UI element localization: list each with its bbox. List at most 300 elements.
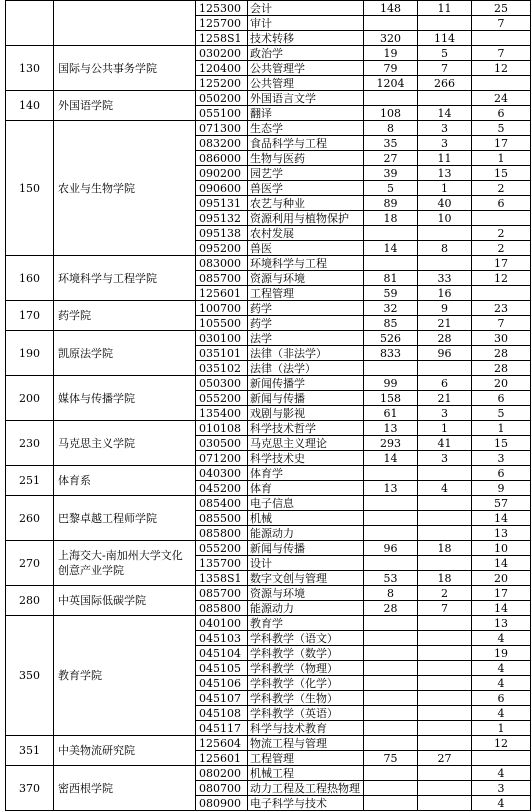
admitted-count [418,661,472,676]
plan-count [472,286,531,301]
applicants-count [364,91,418,106]
major-name: 农村发展 [248,226,364,241]
applicants-count [364,466,418,481]
major-name: 学科教学（化学） [248,676,364,691]
plan-count: 17 [472,136,531,151]
major-code: 125300 [196,1,248,16]
major-code: 080700 [196,781,248,796]
major-name: 资源利用与植物保护 [248,211,364,226]
applicants-count: 28 [364,601,418,616]
major-name: 学科教学（数学） [248,646,364,661]
major-code: 120400 [196,61,248,76]
admitted-count [418,721,472,736]
admitted-count [418,646,472,661]
major-code: 030500 [196,436,248,451]
major-code: 045108 [196,706,248,721]
plan-count: 5 [472,406,531,421]
applicants-count [364,676,418,691]
admitted-count [418,496,472,511]
major-code: 045117 [196,721,248,736]
major-code: 040100 [196,616,248,631]
major-name: 公共管理学 [248,61,364,76]
major-name: 电子科学与技术 [248,796,364,811]
applicants-count [364,781,418,796]
applicants-count [364,631,418,646]
admitted-count: 41 [418,436,472,451]
admitted-count [418,16,472,31]
major-code: 045104 [196,646,248,661]
applicants-count [364,796,418,811]
major-name: 科学技术哲学 [248,421,364,436]
plan-count [472,751,531,766]
applicants-count [364,646,418,661]
plan-count: 30 [472,331,531,346]
applicants-count: 18 [364,211,418,226]
plan-count: 24 [472,91,531,106]
applicants-count [364,361,418,376]
plan-count: 25 [472,1,531,16]
major-name: 马克思主义理论 [248,436,364,451]
major-code: 125700 [196,16,248,31]
applicants-count: 19 [364,46,418,61]
major-name: 物流工程与管理 [248,736,364,751]
applicants-count: 833 [364,346,418,361]
major-name: 新闻传播学 [248,376,364,391]
applicants-count: 158 [364,391,418,406]
plan-count: 2 [472,226,531,241]
table-row [6,421,531,436]
admitted-count: 16 [418,286,472,301]
plan-count: 14 [472,511,531,526]
major-code: 055100 [196,106,248,121]
major-name: 政治学 [248,46,364,61]
dept-name: 国际与公共事务学院 [54,46,196,91]
plan-count: 12 [472,271,531,286]
plan-count: 14 [472,601,531,616]
admitted-count: 11 [418,151,472,166]
dept-number: 230 [6,421,54,466]
dept-name: 中美物流研究院 [54,736,196,766]
major-code: 135400 [196,406,248,421]
admitted-count: 3 [418,451,472,466]
admitted-count: 14 [418,106,472,121]
table-row [6,331,531,346]
plan-count: 12 [472,736,531,751]
major-name: 新闻与传播 [248,391,364,406]
applicants-count [364,661,418,676]
table-row [6,376,531,391]
admitted-count: 13 [418,166,472,181]
major-name: 新闻与传播 [248,541,364,556]
plan-count: 6 [472,196,531,211]
major-name: 能源动力 [248,601,364,616]
major-name: 科学与技术教育 [248,721,364,736]
plan-count: 6 [472,106,531,121]
plan-count [472,76,531,91]
admitted-count: 5 [418,46,472,61]
admitted-count: 2 [418,586,472,601]
plan-count: 2 [472,181,531,196]
dept-number: 160 [6,256,54,301]
major-code: 040300 [196,466,248,481]
major-name: 工程管理 [248,751,364,766]
admitted-count [418,766,472,781]
dept-number: 150 [6,121,54,256]
major-name: 机械工程 [248,766,364,781]
plan-count: 4 [472,631,531,646]
major-code: 083000 [196,256,248,271]
dept-name: 环境科学与工程学院 [54,256,196,301]
table-row [6,736,531,751]
dept-name: 教育学院 [54,616,196,736]
applicants-count: 96 [364,541,418,556]
admitted-count [418,691,472,706]
major-name: 技术转移 [248,31,364,46]
dept-number [6,1,54,46]
admitted-count [418,781,472,796]
major-name: 翻译 [248,106,364,121]
admitted-count: 10 [418,211,472,226]
admitted-count: 11 [418,1,472,16]
plan-count: 19 [472,646,531,661]
major-code: 125200 [196,76,248,91]
plan-count: 20 [472,376,531,391]
applicants-count: 99 [364,376,418,391]
major-name: 电子信息 [248,496,364,511]
dept-number: 130 [6,46,54,91]
major-code: 125601 [196,286,248,301]
major-code: 045105 [196,661,248,676]
plan-count: 4 [472,676,531,691]
major-code: 085700 [196,271,248,286]
major-name: 园艺学 [248,166,364,181]
major-name: 设计 [248,556,364,571]
major-code: 030200 [196,46,248,61]
major-code: 090600 [196,181,248,196]
applicants-count [364,511,418,526]
dept-number: 200 [6,376,54,421]
plan-count: 15 [472,436,531,451]
table-row [6,301,531,316]
dept-name: 马克思主义学院 [54,421,196,466]
applicants-count: 526 [364,331,418,346]
major-code: 030100 [196,331,248,346]
major-name: 药学 [248,301,364,316]
plan-count [472,31,531,46]
plan-count: 23 [472,301,531,316]
major-code: 085500 [196,511,248,526]
plan-count: 4 [472,796,531,811]
applicants-count: 27 [364,151,418,166]
major-code: 055200 [196,541,248,556]
admitted-count [418,796,472,811]
major-name: 法律（非法学） [248,346,364,361]
admitted-count: 33 [418,271,472,286]
applicants-count: 75 [364,751,418,766]
admitted-count: 21 [418,391,472,406]
applicants-count [364,496,418,511]
table-row [6,121,531,136]
admitted-count: 3 [418,121,472,136]
admitted-count [418,706,472,721]
major-name: 能源动力 [248,526,364,541]
applicants-count [364,226,418,241]
major-code: 105500 [196,316,248,331]
dept-name: 密西根学院 [54,766,196,811]
major-name: 数字文创与管理 [248,571,364,586]
major-code: 125604 [196,736,248,751]
applicants-count: 8 [364,586,418,601]
applicants-count: 108 [364,106,418,121]
dept-name: 上海交大-南加州大学文化创意产业学院 [54,541,196,586]
major-code: 085400 [196,496,248,511]
plan-count: 14 [472,556,531,571]
admissions-table [5,0,531,811]
dept-name: 体育系 [54,466,196,496]
dept-name [54,1,196,46]
admitted-count: 18 [418,571,472,586]
plan-count: 9 [472,481,531,496]
dept-number: 280 [6,586,54,616]
major-code: 050200 [196,91,248,106]
major-code: 035101 [196,346,248,361]
dept-number: 370 [6,766,54,811]
plan-count: 3 [472,781,531,796]
admitted-count: 40 [418,196,472,211]
admitted-count: 7 [418,601,472,616]
major-code: 055200 [196,391,248,406]
admitted-count: 18 [418,541,472,556]
applicants-count: 81 [364,271,418,286]
plan-count: 4 [472,706,531,721]
plan-count: 4 [472,661,531,676]
admitted-count: 8 [418,241,472,256]
major-code: 086000 [196,151,248,166]
admitted-count: 3 [418,406,472,421]
major-name: 教育学 [248,616,364,631]
dept-number: 190 [6,331,54,376]
admitted-count [418,226,472,241]
table-row [6,256,531,271]
admitted-count: 266 [418,76,472,91]
applicants-count: 13 [364,481,418,496]
admitted-count [418,676,472,691]
major-code: 095138 [196,226,248,241]
dept-name: 媒体与传播学院 [54,376,196,421]
major-code: 085700 [196,586,248,601]
plan-count: 28 [472,361,531,376]
admitted-count [418,91,472,106]
applicants-count: 85 [364,316,418,331]
applicants-count: 59 [364,286,418,301]
table-row [6,496,531,511]
plan-count: 7 [472,316,531,331]
major-code: 125601 [196,751,248,766]
applicants-count: 32 [364,301,418,316]
admitted-count: 3 [418,136,472,151]
major-name: 兽医 [248,241,364,256]
major-code: 050300 [196,376,248,391]
major-name: 学科教学（语文） [248,631,364,646]
applicants-count [364,16,418,31]
plan-count: 13 [472,616,531,631]
major-code: 045106 [196,676,248,691]
admitted-count: 1 [418,181,472,196]
applicants-count [364,691,418,706]
table-body [6,1,531,811]
major-name: 法律（法学） [248,361,364,376]
table-row [6,541,531,556]
applicants-count: 35 [364,136,418,151]
plan-count: 7 [472,46,531,61]
dept-name: 凯原法学院 [54,331,196,376]
dept-number: 260 [6,496,54,541]
major-name: 资源与环境 [248,586,364,601]
applicants-count [364,736,418,751]
applicants-count [364,721,418,736]
applicants-count: 14 [364,241,418,256]
major-code: 080200 [196,766,248,781]
major-name: 资源与环境 [248,271,364,286]
applicants-count: 79 [364,61,418,76]
major-name: 动力工程及工程热物理 [248,781,364,796]
major-code: 071300 [196,121,248,136]
plan-count: 10 [472,541,531,556]
major-name: 体育学 [248,466,364,481]
table-row [6,586,531,601]
major-name: 生态学 [248,121,364,136]
table-row [6,766,531,781]
major-code: 045107 [196,691,248,706]
admitted-count: 9 [418,301,472,316]
plan-count: 17 [472,256,531,271]
admitted-count: 21 [418,316,472,331]
major-code: 045103 [196,631,248,646]
plan-count: 12 [472,61,531,76]
applicants-count: 61 [364,406,418,421]
plan-count: 1 [472,421,531,436]
plan-count: 7 [472,16,531,31]
major-name: 工程管理 [248,286,364,301]
major-code: 095200 [196,241,248,256]
major-code: 080900 [196,796,248,811]
applicants-count [364,616,418,631]
major-name: 体育 [248,481,364,496]
major-code: 045200 [196,481,248,496]
major-code: 083200 [196,136,248,151]
plan-count: 15 [472,166,531,181]
applicants-count: 89 [364,196,418,211]
applicants-count: 148 [364,1,418,16]
table-row [6,46,531,61]
plan-count: 6 [472,466,531,481]
admitted-count: 28 [418,331,472,346]
major-code: 010108 [196,421,248,436]
major-name: 食品科学与工程 [248,136,364,151]
admitted-count [418,256,472,271]
major-name: 农艺与种业 [248,196,364,211]
major-code: 095131 [196,196,248,211]
major-name: 药学 [248,316,364,331]
applicants-count: 5 [364,181,418,196]
dept-number: 351 [6,736,54,766]
plan-count: 17 [472,586,531,601]
applicants-count: 53 [364,571,418,586]
plan-count: 4 [472,766,531,781]
dept-name: 外国语学院 [54,91,196,121]
major-name: 兽医学 [248,181,364,196]
plan-count: 1 [472,721,531,736]
major-name: 学科教学（英语） [248,706,364,721]
applicants-count: 39 [364,166,418,181]
admitted-count [418,736,472,751]
major-code: 090200 [196,166,248,181]
major-code: 035102 [196,361,248,376]
major-name: 科学技术史 [248,451,364,466]
applicants-count [364,766,418,781]
major-code: 1258S1 [196,31,248,46]
plan-count: 57 [472,496,531,511]
major-name: 戏剧与影视 [248,406,364,421]
table-row [6,91,531,106]
admitted-count: 96 [418,346,472,361]
admitted-count: 6 [418,376,472,391]
applicants-count [364,526,418,541]
dept-number: 140 [6,91,54,121]
applicants-count [364,256,418,271]
admitted-count [418,556,472,571]
applicants-count: 1204 [364,76,418,91]
major-name: 审计 [248,16,364,31]
major-name: 学科教学（生物） [248,691,364,706]
applicants-count [364,706,418,721]
admitted-count: 4 [418,481,472,496]
admitted-count [418,361,472,376]
plan-count [472,211,531,226]
major-code: 085800 [196,526,248,541]
plan-count: 6 [472,691,531,706]
plan-count: 2 [472,241,531,256]
admitted-count [418,466,472,481]
applicants-count: 8 [364,121,418,136]
major-code: 100700 [196,301,248,316]
applicants-count [364,556,418,571]
dept-name: 巴黎卓越工程师学院 [54,496,196,541]
admitted-count: 1 [418,421,472,436]
dept-name: 中英国际低碳学院 [54,586,196,616]
plan-count: 6 [472,391,531,406]
major-name: 会计 [248,1,364,16]
applicants-count: 14 [364,451,418,466]
major-code: 071200 [196,451,248,466]
table-row [6,616,531,631]
dept-number: 270 [6,541,54,586]
applicants-count: 320 [364,31,418,46]
table-row [6,466,531,481]
major-code: 1358S1 [196,571,248,586]
dept-number: 251 [6,466,54,496]
major-name: 学科教学（物理） [248,661,364,676]
dept-number: 170 [6,301,54,331]
admitted-count [418,631,472,646]
major-name: 机械 [248,511,364,526]
admitted-count: 7 [418,61,472,76]
major-name: 生物与医药 [248,151,364,166]
major-code: 085800 [196,601,248,616]
plan-count: 3 [472,451,531,466]
major-name: 外国语言文学 [248,91,364,106]
admitted-count: 114 [418,31,472,46]
